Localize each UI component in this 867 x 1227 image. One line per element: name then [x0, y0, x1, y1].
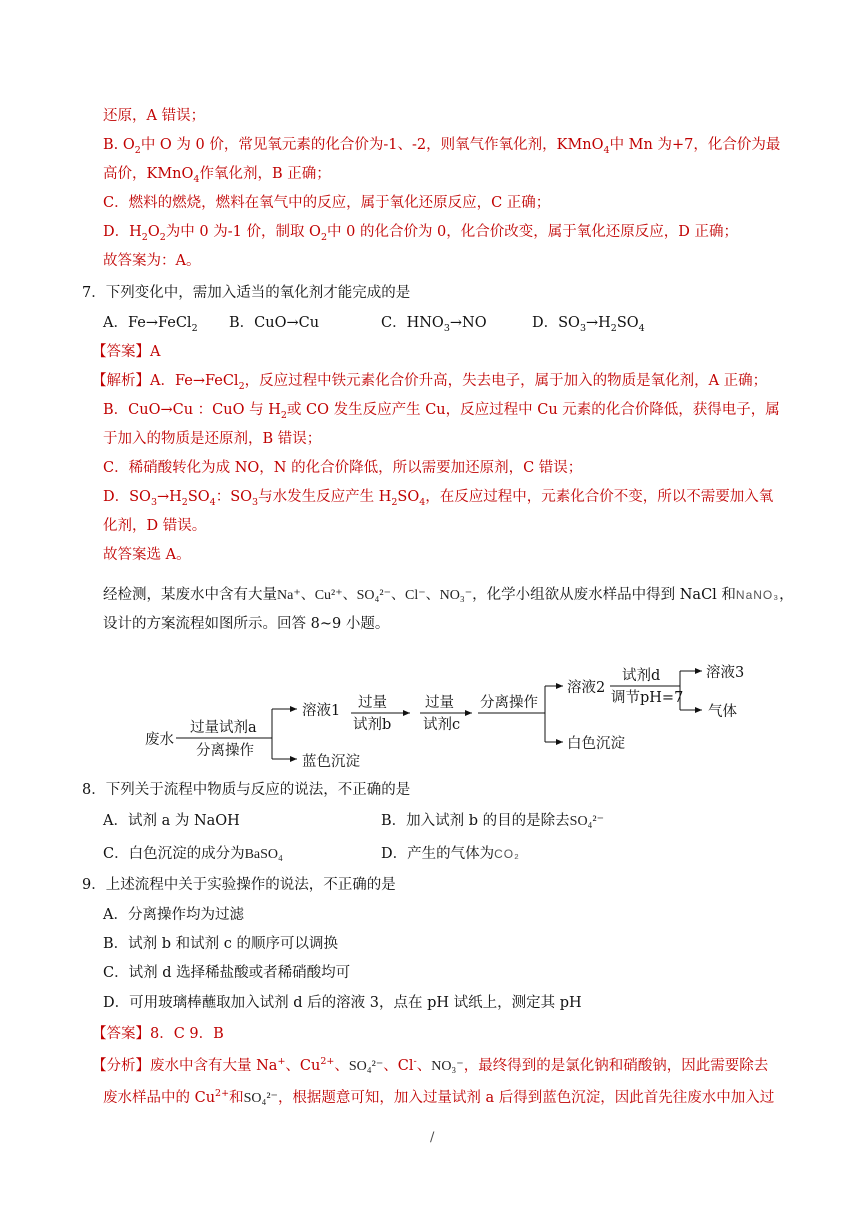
page-number: /: [430, 1130, 435, 1145]
q6-analysis-b-line-1: B. $O_2$中 O 为 0 价，常见氧元素的化合价为-1、-2，则氧气作氧化剂，KMnO$_4$中 Mn 为+7，化合价为最: [103, 137, 781, 156]
flow-separation-2: 分离操作: [480, 695, 538, 711]
flow-solution-1: 溶液1: [302, 703, 341, 719]
nitrate-formula: NO₃⁻: [431, 1059, 464, 1074]
q89-analysis-line-2: 废水样品中的 $Cu^{2+}$和SO₄²⁻，根据题意可知，加入过量试剂 a 后得到蓝色沉淀，因此首先往废水中加入过: [103, 1088, 775, 1106]
flow-solution-3: 溶液3: [706, 665, 745, 681]
q7-analysis-c: C．稀硝酸转化为成 NO，N 的化合价降低，所以需要加还原剂，C 错误；: [103, 460, 583, 476]
sulfate-formula: SO₄²⁻: [569, 814, 605, 829]
flow-white-precipitate: 白色沉淀: [567, 736, 625, 752]
q7-option-c: C．$HNO_3\to NO$: [381, 315, 487, 334]
baso4-formula: BaSO₄: [244, 847, 283, 862]
flow-excess-1: 过量: [358, 695, 387, 711]
q8-stem: 8．下列关于流程中物质与反应的说法，不正确的是: [82, 782, 411, 798]
q89-analysis-line-1: 【分析】废水中含有大量 Na+、$Cu^{2+}$、SO₄²⁻、Cl-、NO₃⁻，最终得到的是氯化钠和硝酸钠，因此需要除去: [92, 1056, 769, 1074]
q7-stem: 7．下列变化中，需加入适当的氧化剂才能完成的是: [82, 285, 411, 301]
sulfate-formula-3: SO₄²⁻: [243, 1091, 278, 1106]
flow-reagent-d: 试剂d: [622, 668, 661, 684]
q7-analysis-b-1: B．CuO→Cu ：CuO 与 $H_2$或 CO 发生反应产生 Cu，反应过程中 Cu 元素的化合价降低，获得电子，属: [103, 402, 780, 421]
flow-blue-precipitate: 蓝色沉淀: [302, 754, 360, 770]
intro-line-1: 经检测，某废水中含有大量Na⁺、Cu²⁺、SO₄²⁻、Cl⁻、NO₃⁻，化学小组欲从废水样品中得到 NaCl 和NaNO₃，: [103, 587, 794, 603]
q9-option-b: B．试剂 b 和试剂 c 的顺序可以调换: [103, 936, 338, 952]
q8-option-a: A．试剂 a 为 NaOH: [103, 813, 240, 829]
q7-analysis-a: 【解析】A．Fe→FeCl$_2$，反应过程中铁元素化合价升高，失去电子，属于加入的物质是氧化剂，A 正确；: [92, 373, 768, 392]
ions-formula: Na⁺、Cu²⁺、SO₄²⁻、Cl⁻、NO₃⁻: [277, 588, 473, 603]
q89-answer: 【答案】8．C 9．B: [92, 1026, 224, 1042]
q6-analysis-d: D．$H_2O_2$为中 0 为-1 价，制取 $O_2$中 0 的化合价为 0，化合价改变，属于氧化还原反应，D 正确；: [103, 224, 739, 243]
nano3-formula: NaNO₃: [735, 588, 780, 602]
flow-reagent-b: 试剂b: [353, 717, 392, 733]
co2-formula: CO₂: [494, 847, 520, 861]
q9-option-a: A．分离操作均为过滤: [103, 907, 244, 923]
flow-adjust-ph: 调节pH=7: [611, 690, 684, 706]
flow-reagent-a: 过量试剂a: [190, 720, 257, 736]
q6-analysis-c: C．燃料的燃烧，燃料在氧气中的反应，属于氧化还原反应，C 正确；: [103, 195, 551, 211]
q7-answer: 【答案】A: [92, 344, 161, 360]
q6-analysis-b-line-2: 高价，KMnO$_4$作氧化剂，B 正确；: [103, 166, 331, 185]
q6-conclusion: 故答案为：A。: [103, 253, 201, 269]
sulfate-formula-2: SO₄²⁻: [348, 1059, 384, 1074]
q7-option-d: D．$SO_3\to H_2SO_4$: [532, 315, 645, 334]
q9-option-c: C．试剂 d 选择稀盐酸或者稀硝酸均可: [103, 965, 351, 981]
q9-option-d: D．可用玻璃棒蘸取加入试剂 d 后的溶液 3，点在 pH 试纸上，测定其 pH: [103, 995, 582, 1011]
q7-analysis-d-2: 化剂，D 错误。: [103, 518, 207, 534]
q7-conclusion: 故答案选 A。: [103, 547, 191, 563]
q7-option-b: B．CuO→Cu: [229, 315, 320, 331]
flow-solution-2: 溶液2: [567, 680, 606, 696]
flow-excess-2: 过量: [425, 695, 454, 711]
q7-analysis-b-2: 于加入的物质是还原剂，B 错误；: [103, 431, 322, 447]
intro-line-2: 设计的方案流程如图所示。回答 8~9 小题。: [103, 616, 390, 632]
flow-waste: 废水: [145, 732, 174, 748]
flow-separation: 分离操作: [196, 743, 254, 759]
q7-option-a: A．Fe→FeCl$_2$: [103, 315, 198, 334]
flow-reagent-c: 试剂c: [423, 717, 461, 733]
q8-option-b: B．加入试剂 b 的目的是除去SO₄²⁻: [381, 813, 605, 829]
q9-stem: 9．上述流程中关于实验操作的说法，不正确的是: [82, 877, 396, 893]
q6-analysis-line-0: 还原，A 错误；: [103, 108, 206, 124]
flow-gas: 气体: [708, 704, 737, 720]
q8-option-d: D．产生的气体为CO₂: [381, 846, 520, 862]
q7-analysis-d-1: D．$SO_3\to H_2SO_4$：$SO_3$与水发生反应产生 $H_2SO_4$，在反应过程中，元素化合价不变，所以不需要加入氧: [103, 489, 774, 508]
q8-option-c: C．白色沉淀的成分为BaSO₄: [103, 846, 283, 862]
process-flow-diagram: [0, 640, 867, 790]
